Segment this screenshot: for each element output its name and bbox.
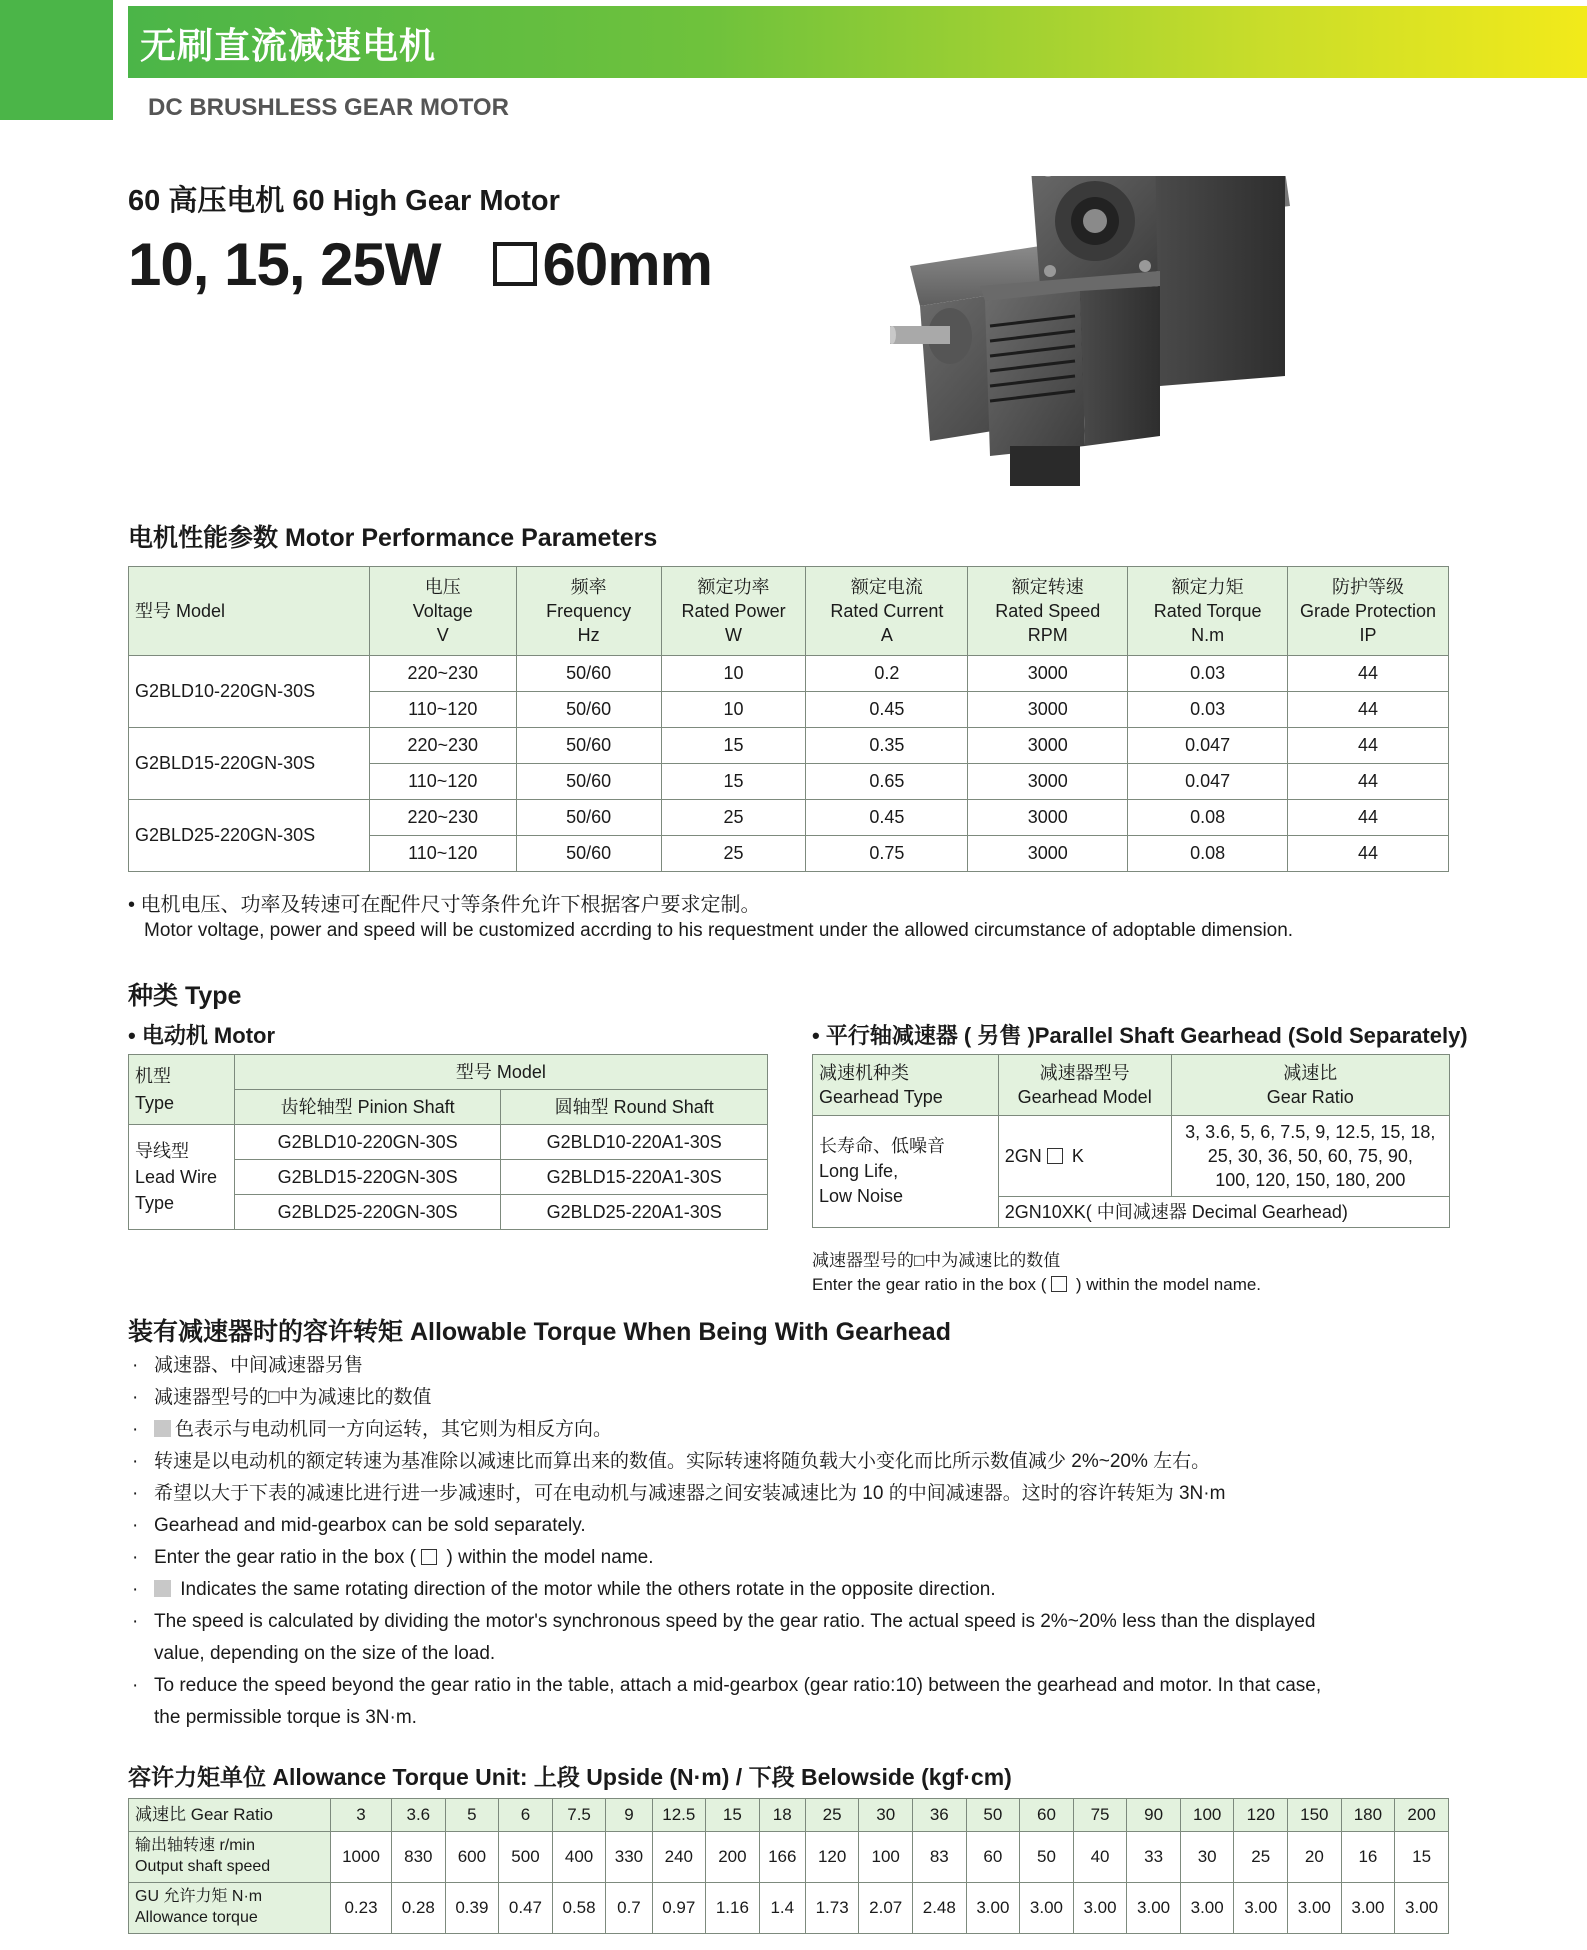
speed-cell: 166 [759, 1832, 805, 1883]
product-size: 60mm [542, 231, 712, 298]
ip-cell: 44 [1288, 800, 1449, 836]
header-rated-torque: 额定力矩 Rated Torque N.m [1128, 567, 1288, 656]
current-cell: 0.45 [806, 692, 968, 728]
speed-cell: 3000 [968, 800, 1128, 836]
torque-cell: 3.00 [1073, 1883, 1127, 1934]
torque-cell: 0.03 [1128, 692, 1288, 728]
speed-cell: 40 [1073, 1832, 1127, 1883]
ratio-cell: 3 [331, 1799, 392, 1832]
speed-cell: 3000 [968, 836, 1128, 872]
product-name: 60 高压电机 60 High Gear Motor [128, 185, 560, 217]
torque-cell: 0.39 [445, 1883, 499, 1934]
ratio-cell: 7.5 [552, 1799, 606, 1832]
table-row [813, 1116, 1450, 1197]
allowance-torque-label: GU 允许力矩 N·m Allowance torque [129, 1883, 331, 1934]
round-model-cell: G2BLD10-220A1-30S [501, 1125, 768, 1160]
table-row [129, 1125, 768, 1160]
speed-cell: 1000 [331, 1832, 392, 1883]
header-green-block [0, 0, 113, 120]
torque-cell: 0.7 [606, 1883, 652, 1934]
speed-cell: 120 [805, 1832, 859, 1883]
page-title: 无刷直流减速电机 [140, 25, 437, 66]
speed-cell: 400 [552, 1832, 606, 1883]
speed-cell: 60 [966, 1832, 1020, 1883]
header-rated-current: 额定电流 Rated Current A [806, 567, 968, 656]
torque-cell: 3.00 [1341, 1883, 1395, 1934]
torque-cell: 2.07 [859, 1883, 913, 1934]
pinion-model-cell: G2BLD25-220GN-30S [234, 1195, 501, 1230]
ratio-cell: 15 [706, 1799, 760, 1832]
power-cell: 15 [661, 764, 806, 800]
voltage-cell: 220~230 [369, 728, 516, 764]
speed-cell: 330 [606, 1832, 652, 1883]
gear-ratio-header: 减速比 Gear Ratio [1171, 1055, 1449, 1116]
speed-cell: 240 [652, 1832, 706, 1883]
round-shaft-header: 圆轴型 Round Shaft [501, 1090, 768, 1125]
ratio-cell: 180 [1341, 1799, 1395, 1832]
header-frequency: 频率 Frequency Hz [516, 567, 661, 656]
model-header: 型号 Model [234, 1055, 767, 1090]
power-cell: 25 [661, 800, 806, 836]
allowance-torque-row [129, 1883, 1449, 1934]
speed-cell: 20 [1288, 1832, 1342, 1883]
torque-title: 装有减速器时的容许转矩 Allowable Torque When Being With Gearhead [128, 1318, 951, 1346]
ratio-cell: 5 [445, 1799, 499, 1832]
torque-cell: 1.16 [706, 1883, 760, 1934]
performance-title: 电机性能参数 Motor Performance Parameters [128, 524, 658, 552]
gray-square-icon [154, 1580, 171, 1597]
round-model-cell: G2BLD15-220A1-30S [501, 1160, 768, 1195]
torque-cell: 3.00 [1234, 1883, 1288, 1934]
ratio-cell: 100 [1180, 1799, 1234, 1832]
speed-cell: 3000 [968, 764, 1128, 800]
ip-cell: 44 [1288, 728, 1449, 764]
motor-illustration [890, 176, 1470, 526]
voltage-cell: 110~120 [369, 764, 516, 800]
ratio-cell: 9 [606, 1799, 652, 1832]
power-cell: 10 [661, 656, 806, 692]
gear-ratio-label: 减速比 Gear Ratio [129, 1799, 331, 1832]
frequency-cell: 50/60 [516, 764, 661, 800]
frequency-cell: 50/60 [516, 692, 661, 728]
allowance-table [128, 1798, 1449, 1934]
list-item: · 减速器、中间减速器另售 [128, 1350, 1321, 1382]
torque-cell: 1.73 [805, 1883, 859, 1934]
torque-cell: 0.97 [652, 1883, 706, 1934]
pinion-model-cell: G2BLD10-220GN-30S [234, 1125, 501, 1160]
frequency-cell: 50/60 [516, 800, 661, 836]
gearhead-model-header: 减速器型号 Gearhead Model [998, 1055, 1171, 1116]
voltage-cell: 220~230 [369, 656, 516, 692]
speed-cell: 30 [1180, 1832, 1234, 1883]
speed-cell: 600 [445, 1832, 499, 1883]
list-item: · 减速器型号的□中为减速比的数值 [128, 1382, 1321, 1414]
voltage-cell: 110~120 [369, 692, 516, 728]
ratio-cell: 200 [1395, 1799, 1449, 1832]
speed-cell: 100 [859, 1832, 913, 1883]
list-item: · 转速是以电动机的额定转速为基准除以减速比而算出来的数值。实际转速将随负载大小变化而比所示数值减少 2%~20% 左右。 [128, 1446, 1321, 1478]
speed-cell: 33 [1127, 1832, 1181, 1883]
performance-note-en: Motor voltage, power and speed will be customized accrding to his requestment under the allowed circumstance of adoptable dimension. [144, 920, 1294, 941]
header-voltage: 电压 Voltage V [369, 567, 516, 656]
lead-wire-type: 导线型 Lead Wire Type [129, 1125, 235, 1230]
torque-cell: 0.03 [1128, 656, 1288, 692]
torque-cell: 3.00 [1020, 1883, 1074, 1934]
power-cell: 10 [661, 692, 806, 728]
box-icon [421, 1549, 437, 1565]
speed-cell: 83 [913, 1832, 967, 1883]
speed-cell: 3000 [968, 692, 1128, 728]
frequency-cell: 50/60 [516, 656, 661, 692]
header-rated-speed: 额定转速 Rated Speed RPM [968, 567, 1128, 656]
torque-cell: 0.08 [1128, 836, 1288, 872]
torque-cell: 0.47 [499, 1883, 553, 1934]
current-cell: 0.2 [806, 656, 968, 692]
voltage-cell: 110~120 [369, 836, 516, 872]
pinion-shaft-header: 齿轮轴型 Pinion Shaft [234, 1090, 501, 1125]
table-row [129, 656, 1449, 692]
ratio-cell: 12.5 [652, 1799, 706, 1832]
ratio-cell: 3.6 [392, 1799, 446, 1832]
ratio-cell: 30 [859, 1799, 913, 1832]
gearhead-type-table [812, 1054, 1450, 1228]
list-item: · To reduce the speed beyond the gear ratio in the table, attach a mid-gearbox (gear ratio:10) between the gearhead and motor. In that case, the permissible torque is 3N·m. [128, 1670, 1321, 1734]
performance-note-cn: • 电机电压、功率及转速可在配件尺寸等条件允许下根据客户要求定制。 [128, 894, 761, 916]
performance-header-row [129, 567, 1449, 656]
torque-cell: 0.047 [1128, 728, 1288, 764]
current-cell: 0.65 [806, 764, 968, 800]
type-header: 机型 Type [129, 1055, 235, 1125]
speed-cell: 500 [499, 1832, 553, 1883]
ip-cell: 44 [1288, 836, 1449, 872]
torque-cell: 0.58 [552, 1883, 606, 1934]
torque-cell: 0.23 [331, 1883, 392, 1934]
gear-ratio-row [129, 1799, 1449, 1832]
output-speed-label: 输出轴转速 r/min Output shaft speed [129, 1832, 331, 1883]
table-row [129, 800, 1449, 836]
power-cell: 25 [661, 836, 806, 872]
torque-cell: 3.00 [1180, 1883, 1234, 1934]
list-item: · Indicates the same rotating direction of the motor while the others rotate in the opposite direction. [128, 1574, 1321, 1606]
list-item: · 色表示与电动机同一方向运转，其它则为相反方向。 [128, 1414, 1321, 1446]
torque-notes [128, 1350, 1321, 1734]
ip-cell: 44 [1288, 764, 1449, 800]
box-icon [1051, 1276, 1067, 1292]
motor-type-title: • 电动机 Motor [128, 1023, 276, 1048]
decimal-gearhead-cell: 2GN10XK( 中间减速器 Decimal Gearhead) [998, 1197, 1449, 1228]
power-cell: 15 [661, 728, 806, 764]
list-item: · Gearhead and mid-gearbox can be sold separately. [128, 1510, 1321, 1542]
gearhead-model-cell: 2GN K [998, 1116, 1171, 1197]
header-protection: 防护等级 Grade Protection IP [1288, 567, 1449, 656]
torque-cell: 0.08 [1128, 800, 1288, 836]
voltage-cell: 220~230 [369, 800, 516, 836]
torque-cell: 0.28 [392, 1883, 446, 1934]
model-cell: G2BLD25-220GN-30S [129, 800, 370, 872]
box-icon [1047, 1148, 1063, 1164]
ratio-cell: 75 [1073, 1799, 1127, 1832]
list-item: · 希望以大于下表的减速比进行进一步减速时，可在电动机与减速器之间安装减速比为 10 的中间减速器。这时的容许转矩为 3N·m [128, 1478, 1321, 1510]
list-item: · The speed is calculated by dividing the motor's synchronous speed by the gear ratio. The actual speed is 2%~20% less than the displayed value, depending on the size of the load. [128, 1606, 1321, 1670]
speed-cell: 3000 [968, 656, 1128, 692]
speed-cell: 15 [1395, 1832, 1449, 1883]
output-speed-row [129, 1832, 1449, 1883]
model-cell: G2BLD15-220GN-30S [129, 728, 370, 800]
ratio-cell: 36 [913, 1799, 967, 1832]
torque-cell: 3.00 [1288, 1883, 1342, 1934]
motor-type-table [128, 1054, 768, 1230]
torque-cell: 3.00 [1395, 1883, 1449, 1934]
torque-cell: 3.00 [966, 1883, 1020, 1934]
frequency-cell: 50/60 [516, 728, 661, 764]
header-rated-power: 额定功率 Rated Power W [661, 567, 806, 656]
product-power: 10, 15, 25W [128, 231, 441, 298]
allowance-title: 容许力矩单位 Allowance Torque Unit: 上段 Upside (N·m) / 下段 Belowside (kgf·cm) [128, 1764, 1012, 1790]
speed-cell: 25 [1234, 1832, 1288, 1883]
gearhead-note-cn: 减速器型号的□中为减速比的数值 [812, 1251, 1061, 1270]
torque-cell: 0.047 [1128, 764, 1288, 800]
performance-table [128, 566, 1449, 872]
product-spec [128, 230, 712, 299]
page-subtitle: DC BRUSHLESS GEAR MOTOR [148, 94, 509, 121]
speed-cell: 3000 [968, 728, 1128, 764]
ratio-cell: 25 [805, 1799, 859, 1832]
frequency-cell: 50/60 [516, 836, 661, 872]
list-item: · Enter the gear ratio in the box ( ) within the model name. [128, 1542, 1321, 1574]
ratio-cell: 50 [966, 1799, 1020, 1832]
types-title: 种类 Type [128, 982, 242, 1010]
ip-cell: 44 [1288, 656, 1449, 692]
ip-cell: 44 [1288, 692, 1449, 728]
gearhead-type-cell: 长寿命、低噪音 Long Life, Low Noise [813, 1116, 999, 1228]
current-cell: 0.75 [806, 836, 968, 872]
current-cell: 0.45 [806, 800, 968, 836]
speed-cell: 830 [392, 1832, 446, 1883]
header-model: 型号 Model [129, 567, 370, 656]
current-cell: 0.35 [806, 728, 968, 764]
ratio-cell: 18 [759, 1799, 805, 1832]
gray-square-icon [154, 1420, 171, 1437]
table-row [129, 728, 1449, 764]
torque-cell: 3.00 [1127, 1883, 1181, 1934]
gear-ratio-cell: 3, 3.6, 5, 6, 7.5, 9, 12.5, 15, 18, 25, 30, 36, 50, 60, 75, 90, 100, 120, 150, 180, 200 [1171, 1116, 1449, 1197]
ratio-cell: 150 [1288, 1799, 1342, 1832]
gearhead-note-en: Enter the gear ratio in the box ( ) within the model name. [812, 1275, 1262, 1294]
speed-cell: 50 [1020, 1832, 1074, 1883]
gearhead-type-header: 减速机种类 Gearhead Type [813, 1055, 999, 1116]
square-icon [493, 242, 537, 286]
ratio-cell: 120 [1234, 1799, 1288, 1832]
speed-cell: 16 [1341, 1832, 1395, 1883]
gearhead-type-title: • 平行轴减速器 ( 另售 )Parallel Shaft Gearhead (Sold Separately) [812, 1023, 1468, 1048]
pinion-model-cell: G2BLD15-220GN-30S [234, 1160, 501, 1195]
round-model-cell: G2BLD25-220A1-30S [501, 1195, 768, 1230]
torque-cell: 2.48 [913, 1883, 967, 1934]
ratio-cell: 90 [1127, 1799, 1181, 1832]
speed-cell: 200 [706, 1832, 760, 1883]
ratio-cell: 6 [499, 1799, 553, 1832]
model-cell: G2BLD10-220GN-30S [129, 656, 370, 728]
ratio-cell: 60 [1020, 1799, 1074, 1832]
torque-cell: 1.4 [759, 1883, 805, 1934]
